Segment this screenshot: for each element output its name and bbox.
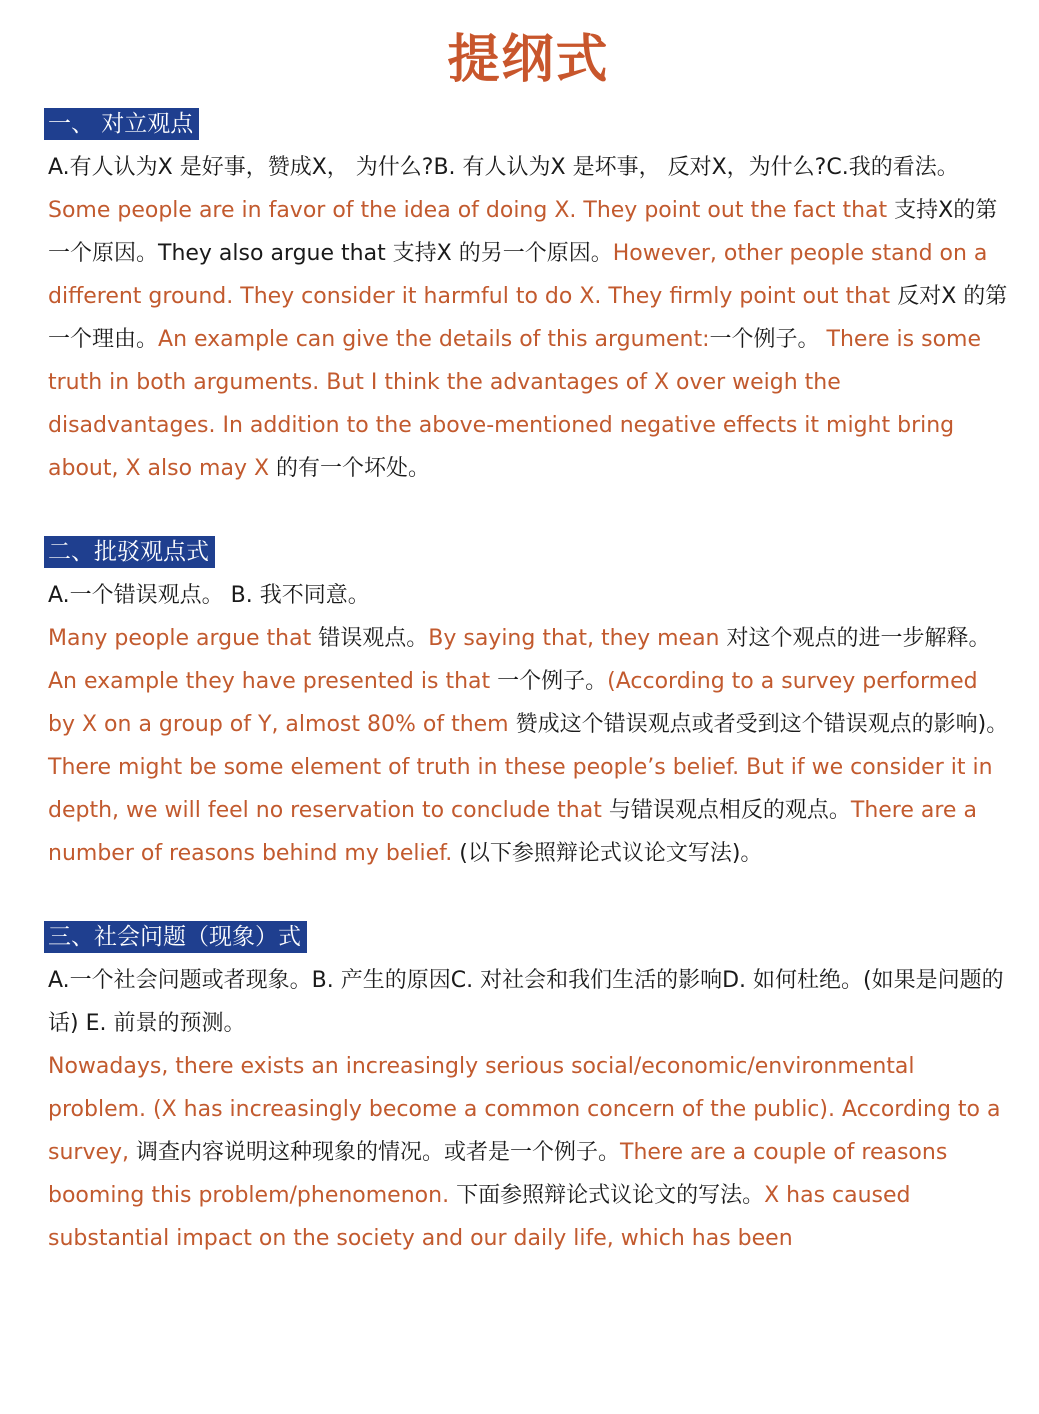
- body-segment: Some people are in favor of the idea of doing X. They point out the fact that: [48, 198, 895, 223]
- body-segment: There are a number of reasons behind my belief.: [48, 798, 977, 866]
- section-social-problem: [48, 921, 1009, 1260]
- body-segment: By saying that, they mean: [428, 626, 727, 651]
- body-segment: 错误观点。: [318, 626, 429, 651]
- body-segment: (以下参照辩论式议论文写法)。: [459, 841, 763, 866]
- section-outline: A.有人认为X 是好事，赞成X， 为什么?B. 有人认为X 是坏事， 反对X，为什么?C.我的看法。: [48, 155, 959, 180]
- body-segment: 调查内容说明这种现象的情况。或者是一个例子。: [136, 1140, 621, 1165]
- body-segment: (According to a survey performed by X on a group of Y, almost 80% of them: [48, 669, 978, 737]
- body-segment: 的有一个坏处。: [276, 456, 431, 481]
- body-segment: Many people argue that: [48, 626, 319, 651]
- section-refute-view: [48, 536, 1009, 875]
- body-segment: 一个例子。: [709, 327, 827, 352]
- body-segment: An example they have presented is that: [48, 669, 498, 694]
- body-segment: 反对X 的第一个理由。: [48, 284, 1008, 352]
- body-segment: There is some truth in both arguments. But I think the advantages of X over weigh the disadvantages. In addition to the above-mentioned negative effects it might bring about, X also may X: [48, 327, 982, 481]
- section-label: 一、 对立观点: [44, 108, 199, 140]
- body-segment: X has caused substantial impact on the society and our daily life, which has been: [48, 1183, 911, 1251]
- body-segment: 与错误观点相反的观点。: [608, 798, 851, 823]
- body-segment: 对这个观点的进一步解释。: [726, 626, 991, 651]
- section-label: 二、批驳观点式: [44, 536, 215, 568]
- section-label: 三、社会问题（现象）式: [44, 921, 307, 953]
- section-opposing-views: [48, 108, 1009, 490]
- body-segment: Nowadays, there exists an increasingly serious social/economic/environmental problem. (X has increasingly become a common concern of the public). According to a survey,: [48, 1054, 1001, 1165]
- document-page: [0, 30, 1039, 1414]
- section-body: [48, 1045, 1009, 1260]
- section-outline: A.一个社会问题或者现象。B. 产生的原因C. 对社会和我们生活的影响D. 如何杜绝。(如果是问题的话) E. 前景的预测。: [48, 968, 1004, 1036]
- body-segment: However, other people stand on a different ground. They consider it harmful to do X. They firmly point out that: [48, 241, 988, 309]
- body-segment: An example can give the details of this argument:: [158, 327, 710, 352]
- body-segment: There might be some element of truth in these people’s belief. But if we consider it in depth, we will feel no reservation to conclude that: [48, 755, 993, 823]
- section-outline: A.一个错误观点。 B. 我不同意。: [48, 583, 370, 608]
- body-segment: 一个例子。: [497, 669, 608, 694]
- page-title: 提纲式: [447, 30, 610, 90]
- body-segment: There are a couple of reasons booming this problem/phenomenon.: [48, 1140, 948, 1208]
- section-body: [48, 189, 1009, 490]
- body-segment: 支持X的第一个原因。They also argue that 支持X 的另一个原因。: [48, 198, 998, 266]
- body-segment: 赞成这个错误观点或者受到这个错误观点的影响)。: [515, 712, 1009, 737]
- section-body: [48, 617, 1009, 875]
- body-segment: 下面参照辩论式议论文的写法。: [456, 1183, 765, 1208]
